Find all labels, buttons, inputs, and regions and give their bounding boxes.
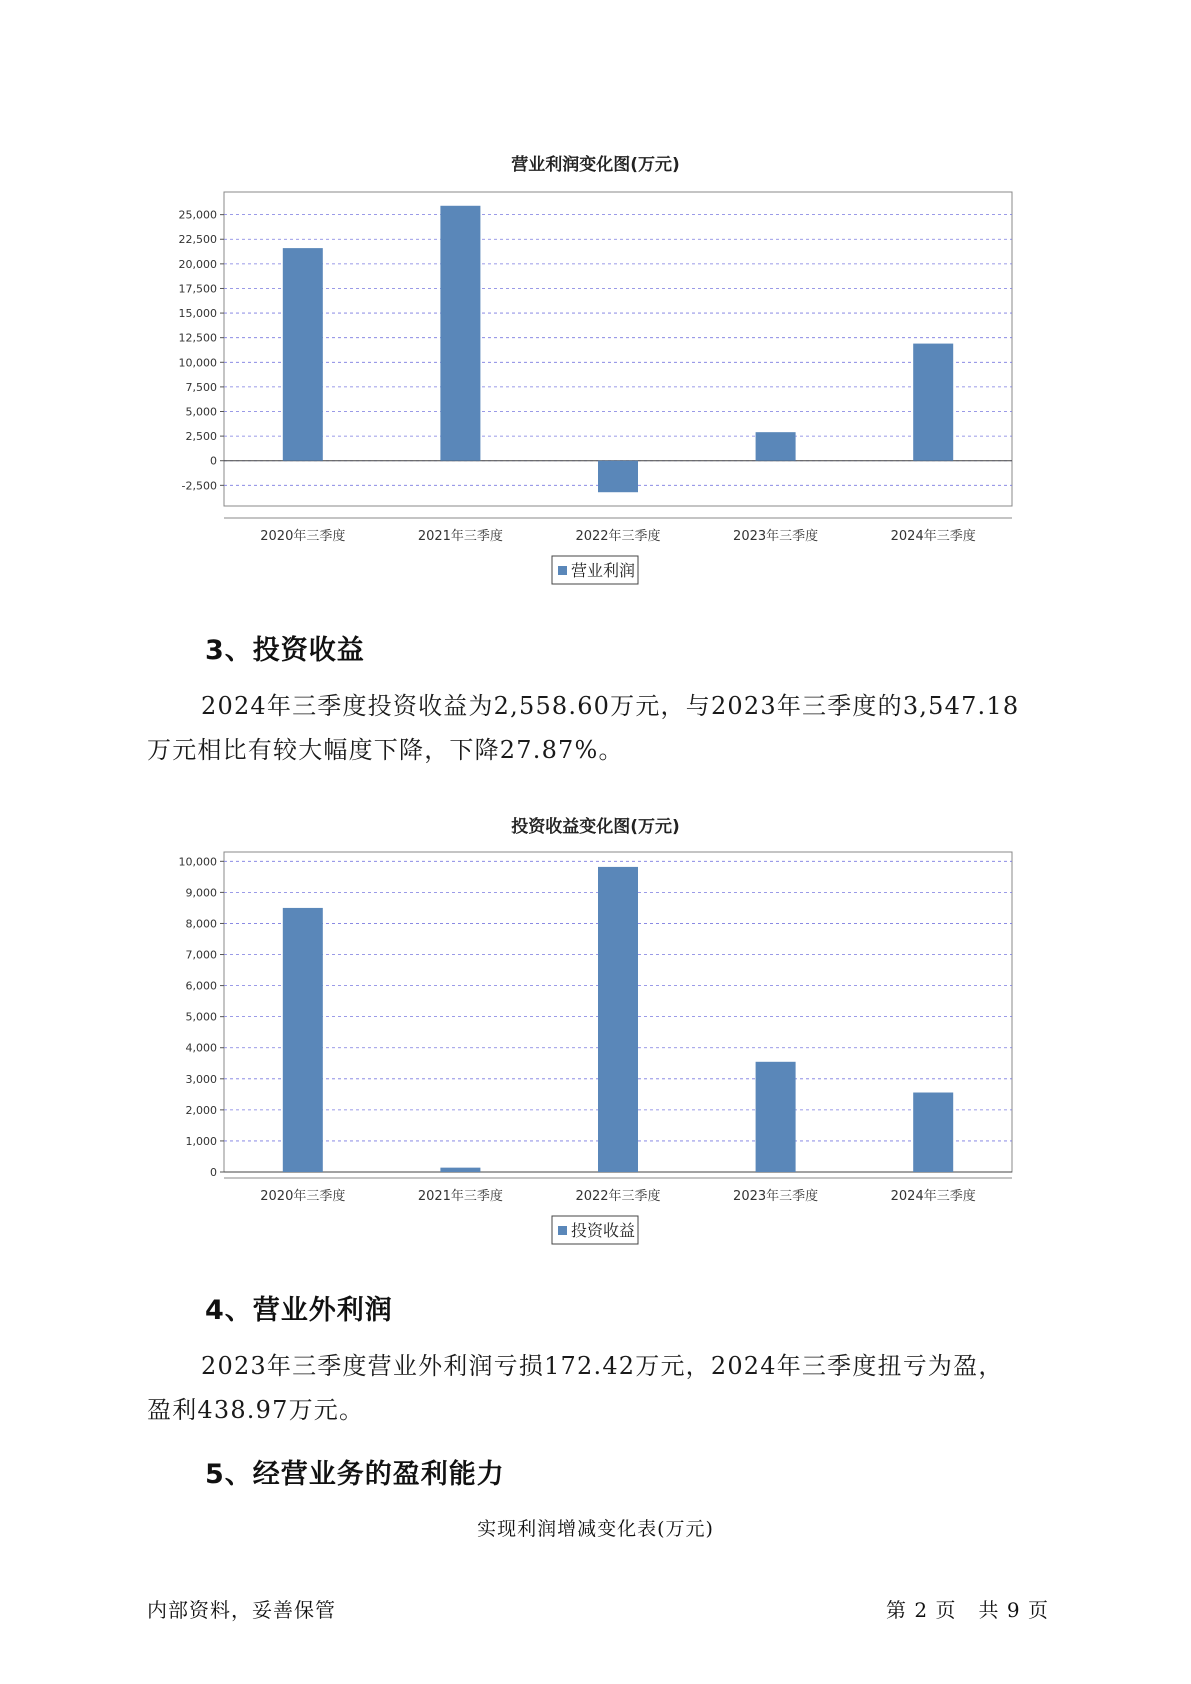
x-tick-label: 2022年三季度 <box>575 1189 661 1204</box>
bar-2024年三季度 <box>913 1093 953 1172</box>
section-3-line-1: 2024年三季度投资收益为2,558.60万元，与2023年三季度的3,547.18 <box>201 692 1020 720</box>
legend-label: 投资收益 <box>571 1221 636 1240</box>
legend-swatch <box>558 566 567 575</box>
bar-2021年三季度 <box>440 1168 480 1172</box>
section-4-line-2: 盈利438.97万元。 <box>147 1396 365 1424</box>
bar-2023年三季度 <box>756 1062 796 1172</box>
bar-2020年三季度 <box>283 248 323 461</box>
chart2-title: 投资收益变化图(万元) <box>511 817 680 837</box>
y-tick-label: 5,000 <box>185 1010 217 1024</box>
y-tick-label: 20,000 <box>178 257 217 271</box>
x-tick-label: 2023年三季度 <box>733 1189 819 1204</box>
y-tick-label: 25,000 <box>178 208 217 222</box>
bar-2020年三季度 <box>283 908 323 1172</box>
y-tick-label: 7,000 <box>185 948 217 962</box>
bar-2022年三季度 <box>598 867 638 1172</box>
x-tick-label: 2022年三季度 <box>575 529 661 544</box>
y-tick-label: 7,500 <box>185 380 217 394</box>
legend-label: 营业利润 <box>571 561 636 580</box>
y-tick-label: 2,500 <box>185 430 217 444</box>
y-tick-label: 22,500 <box>178 233 217 247</box>
section-3-paragraph <box>147 684 1057 772</box>
x-tick-label: 2024年三季度 <box>890 529 976 544</box>
y-tick-label: 12,500 <box>178 331 217 345</box>
x-tick-label: 2021年三季度 <box>417 1189 503 1204</box>
operating-profit-chart <box>0 180 1191 610</box>
bar-2022年三季度 <box>598 461 638 492</box>
section-4-paragraph <box>147 1344 1057 1432</box>
y-tick-label: 5,000 <box>185 405 217 419</box>
section-4-heading: 4、营业外利润 <box>205 1295 393 1326</box>
y-tick-label: 9,000 <box>185 886 217 900</box>
x-tick-label: 2020年三季度 <box>260 529 346 544</box>
bar-2023年三季度 <box>756 432 796 461</box>
y-tick-label: 10,000 <box>178 855 217 869</box>
y-tick-label: 10,000 <box>178 356 217 370</box>
x-tick-label: 2021年三季度 <box>417 529 503 544</box>
y-tick-label: 0 <box>210 1166 217 1179</box>
plot-area <box>224 192 1012 506</box>
y-tick-label: -2,500 <box>181 479 217 493</box>
y-tick-label: 1,000 <box>185 1134 217 1148</box>
footer-confidential: 内部资料，妥善保管 <box>147 1598 336 1622</box>
section-3-line-2: 万元相比有较大幅度下降，下降27.87%。 <box>147 736 624 764</box>
x-tick-label: 2020年三季度 <box>260 1189 346 1204</box>
footer-page-number: 第 2 页 共 9 页 <box>886 1598 1049 1622</box>
y-tick-label: 15,000 <box>178 307 217 321</box>
bar-2021年三季度 <box>440 206 480 461</box>
y-tick-label: 8,000 <box>185 917 217 931</box>
y-tick-label: 0 <box>210 454 217 468</box>
section-3-heading: 3、投资收益 <box>205 635 365 666</box>
bar-2024年三季度 <box>913 344 953 461</box>
table-caption: 实现利润增减变化表(万元) <box>477 1518 714 1540</box>
y-tick-label: 6,000 <box>185 979 217 993</box>
chart1-title: 营业利润变化图(万元) <box>511 155 680 175</box>
x-tick-label: 2024年三季度 <box>890 1189 976 1204</box>
y-tick-label: 2,000 <box>185 1103 217 1117</box>
section-4-line-1: 2023年三季度营业外利润亏损172.42万元，2024年三季度扭亏为盈， <box>201 1352 1004 1380</box>
investment-income-chart <box>0 840 1191 1250</box>
y-tick-label: 4,000 <box>185 1041 217 1055</box>
y-tick-label: 3,000 <box>185 1072 217 1086</box>
legend-swatch <box>558 1226 567 1235</box>
y-tick-label: 17,500 <box>178 282 217 296</box>
section-5-heading: 5、经营业务的盈利能力 <box>205 1459 505 1490</box>
x-tick-label: 2023年三季度 <box>733 529 819 544</box>
